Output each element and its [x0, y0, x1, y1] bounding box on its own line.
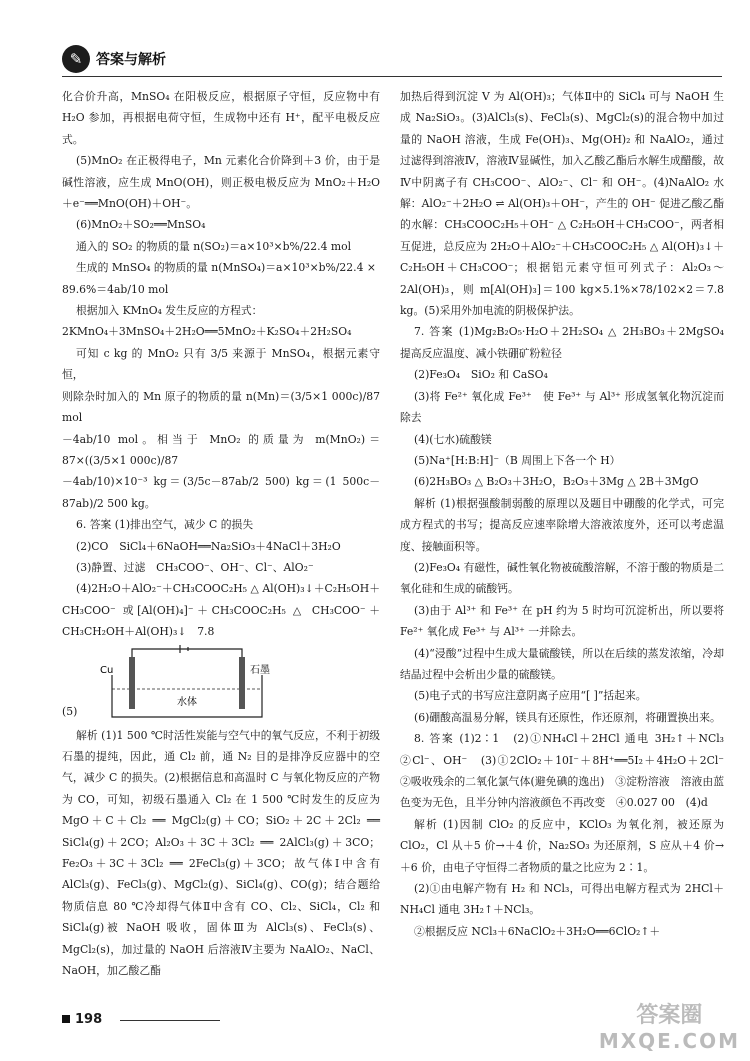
paragraph: (4)2H₂O＋AlO₂⁻＋CH₃COOC₂H₅ △ Al(OH)₃↓＋C₂H₅OH＋CH₃COO⁻ 或[Al(OH)₄]⁻＋CH₃COOC₂H₅ △ CH₃COO⁻＋CH₃CH₂OH＋Al(OH)₃↓ 7.8: [62, 582, 380, 639]
square-bullet-icon: [62, 1015, 70, 1023]
paragraph: 通入的 SO₂ 的物质的量 n(SO₂)＝a×10³×b%/22.4 mol: [76, 239, 352, 253]
header-title: 答案与解析: [96, 52, 166, 68]
answer-heading: 6. 答案 (1)排出空气，减少 C 的损失: [76, 518, 254, 532]
paragraph: (4)(七水)硫酸镁: [414, 432, 492, 446]
page-number: [62, 1012, 102, 1027]
paragraph: (5)电子式的书写应注意阴离子应用“[ ]”括起来。: [414, 689, 647, 703]
diagram-label: (5): [62, 704, 78, 718]
page-header: [62, 44, 722, 74]
paragraph: 可知 c kg 的 MnO₂ 只有 3/5 来源于 MnSO₄，根据元素守恒，: [62, 346, 380, 382]
paragraph: 根据加入 KMnO₄ 发生反应的方程式：: [76, 304, 263, 318]
cu-label: Cu: [100, 664, 114, 676]
paragraph: 生成的 MnSO₄ 的物质的量 n(MnSO₄)＝a×10³×b%/22.4 ×: [76, 261, 376, 275]
answer-heading: 7. 答案 (1)Mg₂B₂O₅·H₂O＋2H₂SO₄ △ 2H₃BO₃＋2MgSO₄ 提高反应温度、减小铁硼矿粉粒径: [400, 325, 735, 360]
graphite-label: 石墨: [250, 664, 270, 676]
left-column: [62, 86, 380, 981]
paragraph: (3)将 Fe²⁺ 氧化成 Fe³⁺ 使 Fe³⁺ 与 Al³⁺ 形成氢氧化物沉淀而除去: [400, 389, 724, 425]
footer-divider: [120, 1020, 220, 1021]
analysis-paragraph: 解析 (1)1 500 ℃时活性炭能与空气中的氧气反应，不利于初级石墨的提纯，因此，通 Cl₂ 前，通 N₂ 目的是排净反应器中的空气，减少 C 的损失。(2)根据信息和高温时 C 与氧化物反应的产物为 CO，可知，初级石墨通入 Cl₂ 在 1 500 ℃时发生的反应为 MgO＋C＋Cl₂ ══ MgCl₂(g)＋CO；SiO₂＋2C＋2Cl₂ ══ SiCl₄(g)＋2CO；Al₂O₃＋3C＋3Cl₂ ══ 2AlCl₃(g)＋3CO；Fe₂O₃＋3C＋3Cl₂ ══ 2FeCl₃(g)＋3CO；故气体Ⅰ中含有 AlCl₃(g)、FeCl₃(g)、MgCl₂(g)、SiCl₄(g)、CO(g)；结合题给物质信息 80 ℃冷却得气体Ⅱ中含有 CO、Cl₂、SiCl₄，Cl₂ 和 SiCl₄(g)被 NaOH 吸收，固体Ⅲ为 AlCl₃(s)、FeCl₃(s)、MgCl₂(s)，加过量的 NaOH 后溶液Ⅳ主要为 NaAlO₂、NaCl、NaOH，加乙酸乙酯: [62, 728, 380, 978]
paragraph: (6)硼酸高温易分解，镁具有还原性，作还原剂，将硼置换出来。: [414, 710, 721, 724]
paragraph: (6)MnO₂＋SO₂══MnSO₄: [76, 218, 206, 232]
paragraph: (6)2H₃BO₃ △ B₂O₃＋3H₂O，B₂O₃＋3Mg △ 2B＋3MgO: [414, 475, 699, 489]
page-number-text: 198: [75, 1012, 103, 1027]
paragraph: －4ab/10)×10⁻³ kg＝(3/5c－87ab/2 500) kg＝(1 500c－87ab)/2 500 kg。: [62, 475, 380, 510]
analysis-paragraph: 解析 (1)因制 ClO₂ 的反应中，KClO₃ 为氧化剂，被还原为 ClO₂，Cl 从＋5 价→＋4 价，Na₂SO₃ 为还原剂，S 应从＋4 价→＋6 价，由电子守恒得二者物质的量之比应为 2∶1。: [400, 817, 724, 874]
electrolysis-diagram: [62, 645, 380, 725]
paragraph: (2)CO SiCl₄＋6NaOH══Na₂SiO₃＋4NaCl＋3H₂O: [76, 539, 341, 553]
header-divider: [62, 76, 722, 77]
water-label: 水体: [177, 696, 197, 708]
paragraph: (2)Fe₃O₄ SiO₂ 和 CaSO₄: [414, 368, 548, 382]
paragraph: (2)①由电解产物有 H₂ 和 NCl₃，可得出电解方程式为 2HCl＋NH₄Cl 通电 3H₂↑＋NCl₃。: [400, 882, 724, 917]
circuit-svg: [92, 645, 312, 725]
answer-heading: 8. 答案 (1)2∶1 (2)①NH₄Cl＋2HCl 通电 3H₂↑＋NCl₃ ②Cl⁻、OH⁻ (3)①2ClO₂＋10I⁻＋8H⁺══5I₂＋4H₂O＋2Cl⁻ ②吸收残余的二氧化氯气体(避免碘的逸出) ③淀粉溶液 溶液由蓝色变为无色，且半分钟内溶液颜色不再改变 ④0.027 00 (4)d: [400, 732, 735, 810]
paragraph: 化合价升高，MnSO₄ 在阳极反应，根据原子守恒，反应物中有 H₂O 参加，再根据电荷守恒，生成物中还有 H⁺，配平电极反应式。: [62, 90, 380, 146]
paragraph: 89.6%＝4ab/10 mol: [62, 282, 169, 296]
watermark-domain: MXQE.COM: [598, 1029, 740, 1053]
paragraph: 2KMnO₄＋3MnSO₄＋2H₂O══5MnO₂＋K₂SO₄＋2H₂SO₄: [62, 325, 352, 339]
right-column: [400, 86, 735, 942]
paragraph: －4ab/10 mol。相当于 MnO₂ 的质量为 m(MnO₂)＝87×((3/5×1 000c)/87: [62, 432, 380, 467]
paragraph: (5)Na⁺[H:B:H]⁻（B 周围上下各一个 H）: [414, 453, 621, 467]
book-logo-icon: ✎: [62, 45, 90, 73]
paragraph: (5)MnO₂ 在正极得电子，Mn 元素化合价降到＋3 价，由于是碱性溶液，应生成 MnO(OH)，则正极电极反应为 MnO₂＋H₂O＋e⁻══MnO(OH)＋OH⁻。: [62, 154, 380, 211]
watermark: [599, 998, 740, 1053]
paragraph: ②根据反应 NCl₃＋6NaClO₂＋3H₂O══6ClO₂↑＋: [414, 924, 661, 938]
paragraph: (3)由于 Al³⁺ 和 Fe³⁺ 在 pH 约为 5 时均可沉淀析出，所以要将 Fe²⁺ 氧化成 Fe³⁺ 与 Al³⁺ 一并除去。: [400, 603, 724, 639]
paragraph: 则除杂时加入的 Mn 原子的物质的量 n(Mn)＝(3/5×1 000c)/87 mol: [62, 389, 380, 425]
paragraph: (2)Fe₃O₄ 有磁性，碱性氧化物被硫酸溶解，不溶于酸的物质是二氧化硅和生成的硫酸钙。: [400, 560, 724, 596]
paragraph: (3)静置、过滤 CH₃COO⁻、OH⁻、Cl⁻、AlO₂⁻: [76, 560, 314, 574]
analysis-paragraph: 解析 (1)根据强酸制弱酸的原理以及题目中硼酸的化学式，可完成方程式的书写；提高反应速率除增大溶液浓度外，还可以考虑温度、接触面积等。: [400, 496, 724, 553]
paragraph: (4)“浸酸”过程中生成大量硫酸镁，所以在后续的蒸发浓缩，冷却结晶过程中会析出少量的硫酸镁。: [400, 646, 724, 681]
paragraph: 加热后得到沉淀 V 为 Al(OH)₃；气体Ⅱ中的 SiCl₄ 可与 NaOH 生成 Na₂SiO₃。(3)AlCl₃(s)、FeCl₃(s)、MgCl₂(s)的混合物中加过量的 NaOH 溶液，生成 Fe(OH)₃、Mg(OH)₂ 和 NaAlO₂，通过过滤得到溶液Ⅳ，溶液Ⅳ显碱性，加入乙酸乙酯后水解生成醋酸，故Ⅳ中阴离子有 CH₃COO⁻、AlO₂⁻、Cl⁻ 和 OH⁻。(4)NaAlO₂ 水解：AlO₂⁻＋2H₂O ⇌ Al(OH)₃＋OH⁻，产生的 OH⁻ 促进乙酸乙酯的水解：CH₃COOC₂H₅＋OH⁻ △ C₂H₅OH＋CH₃COO⁻，两者相互促进，总反应为 2H₂O＋AlO₂⁻＋CH₃COOC₂H₅ △ Al(OH)₃↓＋C₂H₅OH＋CH₃COO⁻；根据铝元素守恒可列式子：Al₂O₃～2Al(OH)₃，则 m[Al(OH)₃]＝100 kg×5.1%×78/102×2＝7.8 kg。(5)采用外加电流的阴极保护法。: [400, 90, 724, 318]
watermark-text: 答案圈: [636, 1003, 703, 1028]
